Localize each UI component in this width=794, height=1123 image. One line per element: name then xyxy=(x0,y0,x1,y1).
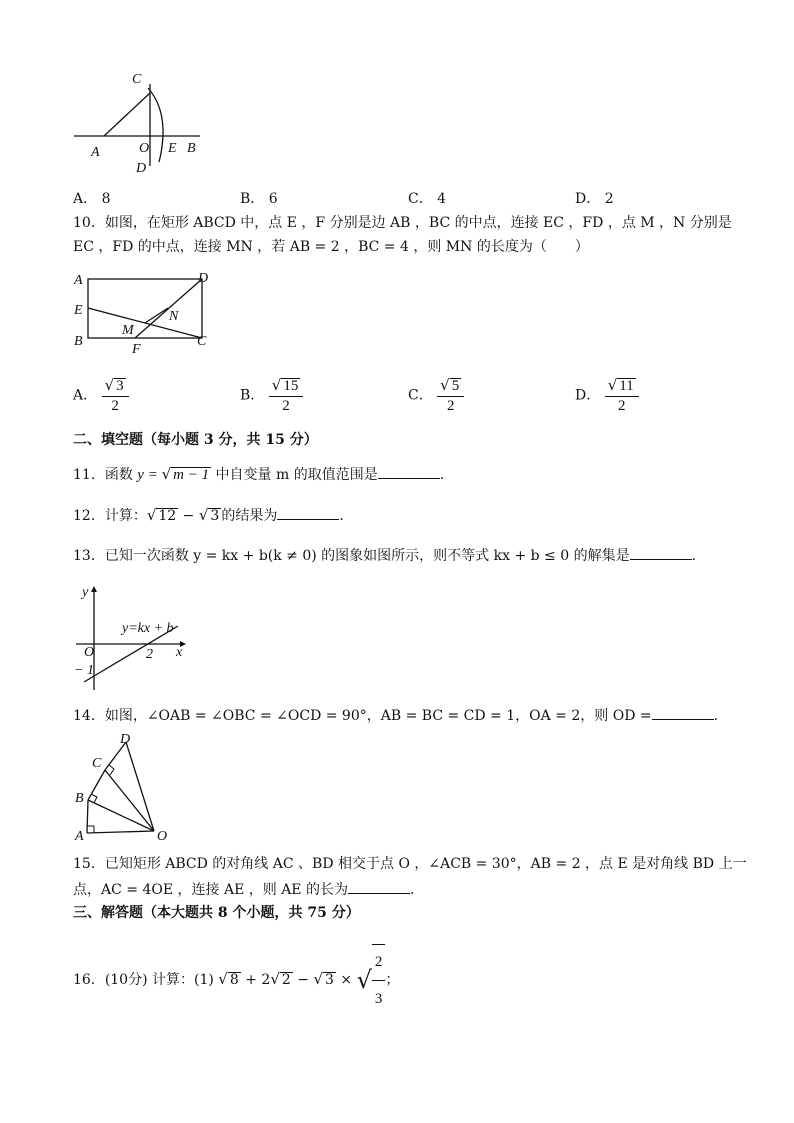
q14-figure xyxy=(72,730,177,845)
q9-option-a: A． 8 xyxy=(73,191,111,207)
q10-text-line2: EC ，FD 的中点，连接 MN ，若 AB = 2 ，BC = 4 ，则 MN 的长度为（ ） xyxy=(73,239,589,255)
q13-label-2: 2 xyxy=(146,647,153,662)
q10-label-a: A xyxy=(74,273,83,288)
q9-label-o: O xyxy=(139,141,150,156)
q10-option-b: B． $\frac{√ 15}{2}$ xyxy=(240,376,303,415)
section2-title: 二、填空题（每小题 3 分，共 15 分） xyxy=(73,432,318,448)
q13-figure xyxy=(72,582,187,694)
q10-label-m: M xyxy=(122,323,134,338)
q10-text-line1: 10．如图，在矩形 ABCD 中，点 E ，F 分别是边 AB ，BC 的中点，连接 EC ，FD ，点 M ，N 分别是 xyxy=(73,215,732,231)
q14-label-d: D xyxy=(120,732,131,747)
q13-label-y: y xyxy=(82,585,89,600)
q10-label-d: D xyxy=(198,271,209,286)
q9-label-e: E xyxy=(168,141,177,156)
q15-text-line2: 点，AC = 4OE ，连接 AE ，则 AE 的长为 . xyxy=(73,879,414,900)
q10-figure xyxy=(70,268,220,358)
q10-label-f: F xyxy=(132,342,141,357)
q15-text-line1: 15．已知矩形 ABCD 的对角线 AC 、BD 相交于点 O ，∠ACB = 30°，AB = 2 ，点 E 是对角线 BD 上一 xyxy=(73,856,747,872)
q12-answer-blank xyxy=(277,505,339,520)
q10-label-n: N xyxy=(169,309,179,324)
q14-label-b: B xyxy=(75,791,84,806)
section3-title: 三、解答题（本大题共 8 个小题，共 75 分） xyxy=(73,905,360,921)
q9-label-a: A xyxy=(91,145,100,160)
q13-answer-blank xyxy=(630,545,692,560)
q11-answer-blank xyxy=(378,464,440,479)
q10-label-c: C xyxy=(197,334,207,349)
q14-label-a: A xyxy=(75,829,84,844)
q10-label-e: E xyxy=(74,303,83,318)
q11-text: 11．函数 y = √ m − 1 中自变量 m 的取值范围是 . xyxy=(73,465,445,483)
q10-option-d: D． $\frac{√ 11}{2}$ xyxy=(575,376,639,415)
q10-option-a: A． $\frac{√ 3}{2}$ xyxy=(73,376,129,415)
q13-label-o: O xyxy=(84,645,95,660)
q13-label-x: x xyxy=(176,645,183,660)
q9-label-c: C xyxy=(132,72,142,87)
q10-option-c: C． $\frac{√ 5}{2}$ xyxy=(408,376,464,415)
q14-answer-blank xyxy=(652,705,714,720)
q14-label-c: C xyxy=(92,756,102,771)
q14-text: 14．如图，∠OAB = ∠OBC = ∠OCD = 90°，AB = BC = CD = 1，OA = 2，则 OD = . xyxy=(73,705,718,726)
q13-text: 13．已知一次函数 y = kx + b(k ≠ 0) 的图象如图所示，则不等式 kx + b ≤ 0 的解集是 . xyxy=(73,545,696,566)
q9-option-b: B． 6 xyxy=(240,191,278,207)
q10-label-b: B xyxy=(74,334,83,349)
q9-figure xyxy=(70,66,205,178)
q16-text: 16．(10分) 计算：(1) √ 8 + 2√ 2 − √ 3 × √ $\frac{2}{3}$ ； xyxy=(73,944,399,1016)
q9-option-c: C． 4 xyxy=(408,191,447,207)
q9-label-d: D xyxy=(136,161,147,176)
q12-text: 12．计算：√ 12 − √ 3 的结果为 . xyxy=(73,506,344,524)
q9-label-b: B xyxy=(187,141,196,156)
q13-label-eq: y=kx + b xyxy=(122,621,174,636)
q13-label-neg1: − 1 xyxy=(74,663,94,678)
q14-label-o: O xyxy=(157,829,168,844)
q9-option-d: D． 2 xyxy=(575,191,614,207)
q15-answer-blank xyxy=(348,879,410,894)
